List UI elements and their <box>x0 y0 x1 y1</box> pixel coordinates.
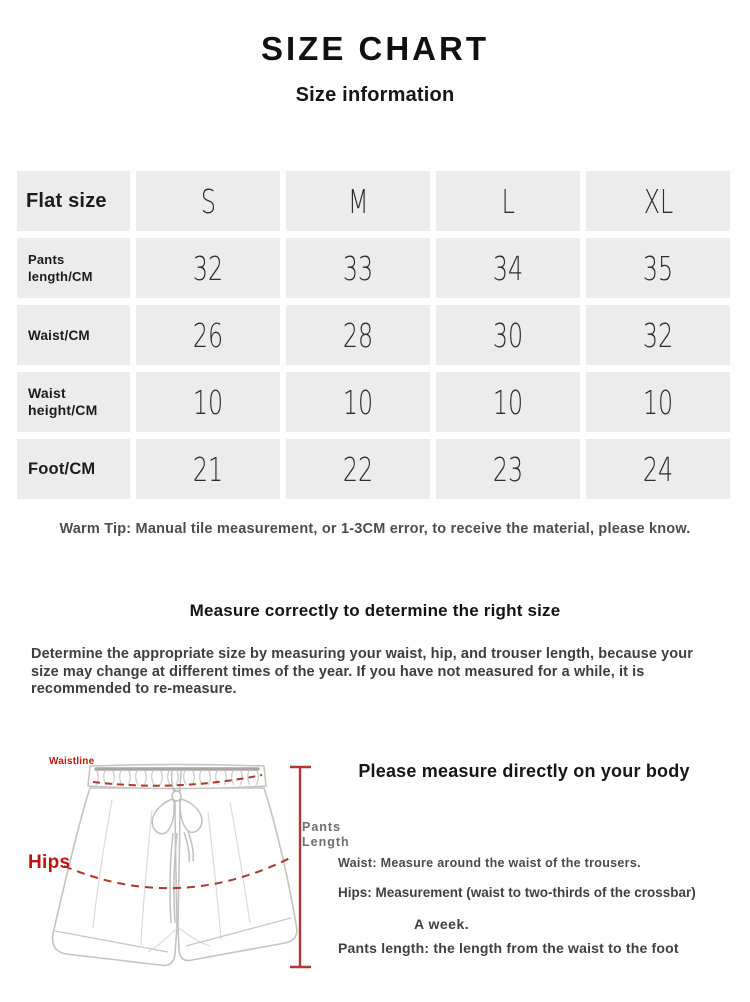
table-row-label-waist-height: Waist height/CM <box>17 372 130 432</box>
table-cell: 32 <box>136 238 280 298</box>
measure-guide-body: Determine the appropriate size by measuring your waist, hip, and trouser length, because your size may change at different times of the year. If you have not measured for a while, it is recommended to re-measure. <box>31 646 693 698</box>
table-cell: 10 <box>286 372 430 432</box>
week-note: A week. <box>414 916 470 932</box>
waist-measure-note: Waist: Measure around the waist of the trousers. <box>338 856 641 870</box>
table-cell: 28 <box>286 305 430 365</box>
table-cell: 24 <box>586 439 730 499</box>
pants-length-label: Pants Length <box>302 820 350 849</box>
table-cell: 33 <box>286 238 430 298</box>
page-subtitle: Size information <box>295 84 455 106</box>
table-header-cell-s: S <box>136 171 280 231</box>
size-table <box>17 171 730 499</box>
table-row-label-foot: Foot/CM <box>17 439 130 499</box>
pants-length-measure-note: Pants length: the length from the waist to the foot <box>338 940 679 956</box>
table-corner-label: Flat size <box>17 171 130 231</box>
table-cell: 23 <box>436 439 580 499</box>
measure-guide-heading: Measure correctly to determine the right size <box>189 601 561 620</box>
body-measure-heading: Please measure directly on your body <box>358 761 690 781</box>
waistline-label: Waistline <box>49 756 95 767</box>
table-cell: 10 <box>136 372 280 432</box>
table-cell: 22 <box>286 439 430 499</box>
measurement-diagram-section <box>0 740 750 1002</box>
table-row-label-waist: Waist/CM <box>17 305 130 365</box>
page-title: SIZE CHART <box>261 30 489 67</box>
table-cell: 10 <box>586 372 730 432</box>
table-cell: 30 <box>436 305 580 365</box>
hips-label: Hips <box>28 852 71 873</box>
table-cell: 35 <box>586 238 730 298</box>
table-header-cell-m: M <box>286 171 430 231</box>
table-cell: 10 <box>436 372 580 432</box>
table-cell: 34 <box>436 238 580 298</box>
warm-tip-note: Warm Tip: Manual tile measurement, or 1-3CM error, to receive the material, please know. <box>59 521 691 537</box>
table-cell: 21 <box>136 439 280 499</box>
table-cell: 32 <box>586 305 730 365</box>
table-header-cell-xl: XL <box>586 171 730 231</box>
hips-measure-note: Hips: Measurement (waist to two-thirds of the crossbar) <box>338 885 696 900</box>
table-row-label-pants-length: Pants length/CM <box>17 238 130 298</box>
table-header-cell-l: L <box>436 171 580 231</box>
table-cell: 26 <box>136 305 280 365</box>
